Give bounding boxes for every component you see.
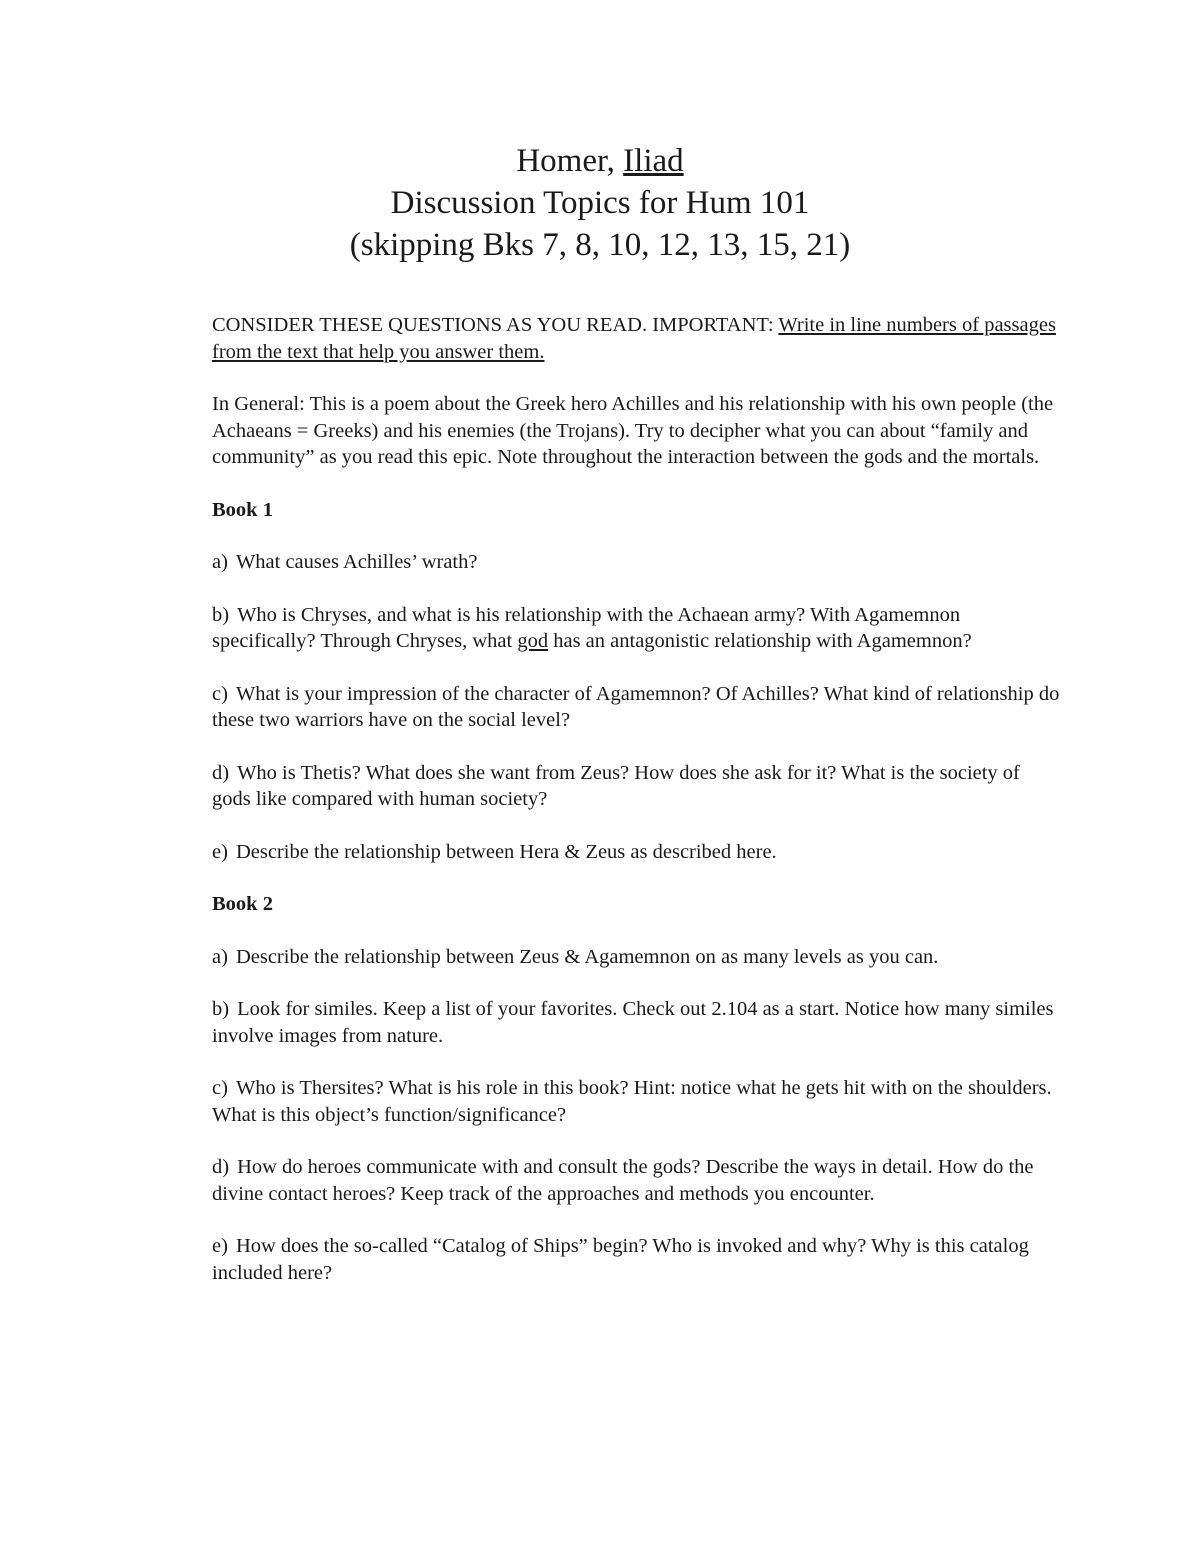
title-author: Homer, <box>516 143 624 179</box>
question-label: a) <box>212 551 228 573</box>
question-label: c) <box>212 1077 228 1099</box>
book-2-heading: Book 2 <box>212 893 273 915</box>
question-label: b) <box>212 998 230 1020</box>
question-text: Describe the relationship between Hera & Zeus as described here. <box>235 840 777 863</box>
instructions-paragraph <box>212 312 1062 365</box>
book-1-question-b <box>212 602 1062 655</box>
question-text: What is your impression of the character of Agamemnon? Of Achilles? What kind of relationship do these two warriors have on the social level? <box>212 682 1060 731</box>
question-text: How do heroes communicate with and consult the gods? Describe the ways in detail. How do the divine contact heroes? Keep track of the approaches and methods you encounter. <box>212 1156 1034 1205</box>
question-label: e) <box>212 840 228 863</box>
instructions-underlined: Write in line numbers of passages from the text that help you answer them. <box>212 314 1056 363</box>
book-1-question-d <box>212 760 1062 813</box>
instructions-lead: CONSIDER THESE QUESTIONS AS YOU READ. IMPORTANT: <box>212 314 779 336</box>
title-line-skipped-books: (skipping Bks 7, 8, 10, 12, 13, 15, 21) <box>349 227 851 263</box>
question-label: a) <box>212 945 228 968</box>
question-text: How does the so-called “Catalog of Ships” begin? Who is invoked and why? Why is this catalog included here? <box>212 1235 1029 1284</box>
question-text-underlined: god <box>517 630 549 652</box>
book-1-heading: Book 1 <box>212 498 273 521</box>
book-2-question-c <box>212 1075 1062 1128</box>
document-body <box>212 312 1062 1312</box>
book-1-question-e <box>212 839 1062 866</box>
book-2-question-a <box>212 944 1062 971</box>
title-line-author-work <box>0 140 1200 182</box>
question-text: What causes Achilles’ wrath? <box>235 551 478 573</box>
question-label: d) <box>212 1156 230 1178</box>
question-text-before: Who is Chryses, and what is his relationship with the Achaean army? With Agamemnon specifically? Through Chryses, what <box>212 603 961 652</box>
document-title <box>0 140 1200 266</box>
book-2-question-d <box>212 1154 1062 1207</box>
question-label: b) <box>212 603 230 626</box>
question-text: Look for similes. Keep a list of your favorites. Check out 2.104 as a start. Notice how many similes involve images from nature. <box>212 998 1054 1047</box>
question-label: c) <box>212 682 228 705</box>
book-1-question-c <box>212 681 1062 734</box>
book-2-question-e <box>212 1233 1062 1286</box>
book-2-question-b <box>212 996 1062 1049</box>
title-work: Iliad <box>623 143 684 179</box>
question-text: Describe the relationship between Zeus & Agamemnon on as many levels as you can. <box>235 945 939 968</box>
book-1-question-a <box>212 549 1062 576</box>
question-label: d) <box>212 761 230 784</box>
question-label: e) <box>212 1235 228 1257</box>
title-line-course: Discussion Topics for Hum 101 <box>390 185 810 221</box>
general-paragraph: In General: This is a poem about the Greek hero Achilles and his relationship with his own people (the Achaeans = Greeks) and his enemies (the Trojans). Try to decipher what you can about “family and community” as you read this epic. Note throughout the interaction between the gods and the mortals. <box>212 393 1054 468</box>
question-text: Who is Thersites? What is his role in this book? Hint: notice what he gets hit with on the shoulders. What is this object’s function/significance? <box>212 1077 1052 1126</box>
question-text: Who is Thetis? What does she want from Zeus? How does she ask for it? What is the society of gods like compared with human society? <box>212 761 1020 810</box>
question-text-after: has an antagonistic relationship with Agamemnon? <box>548 630 972 652</box>
